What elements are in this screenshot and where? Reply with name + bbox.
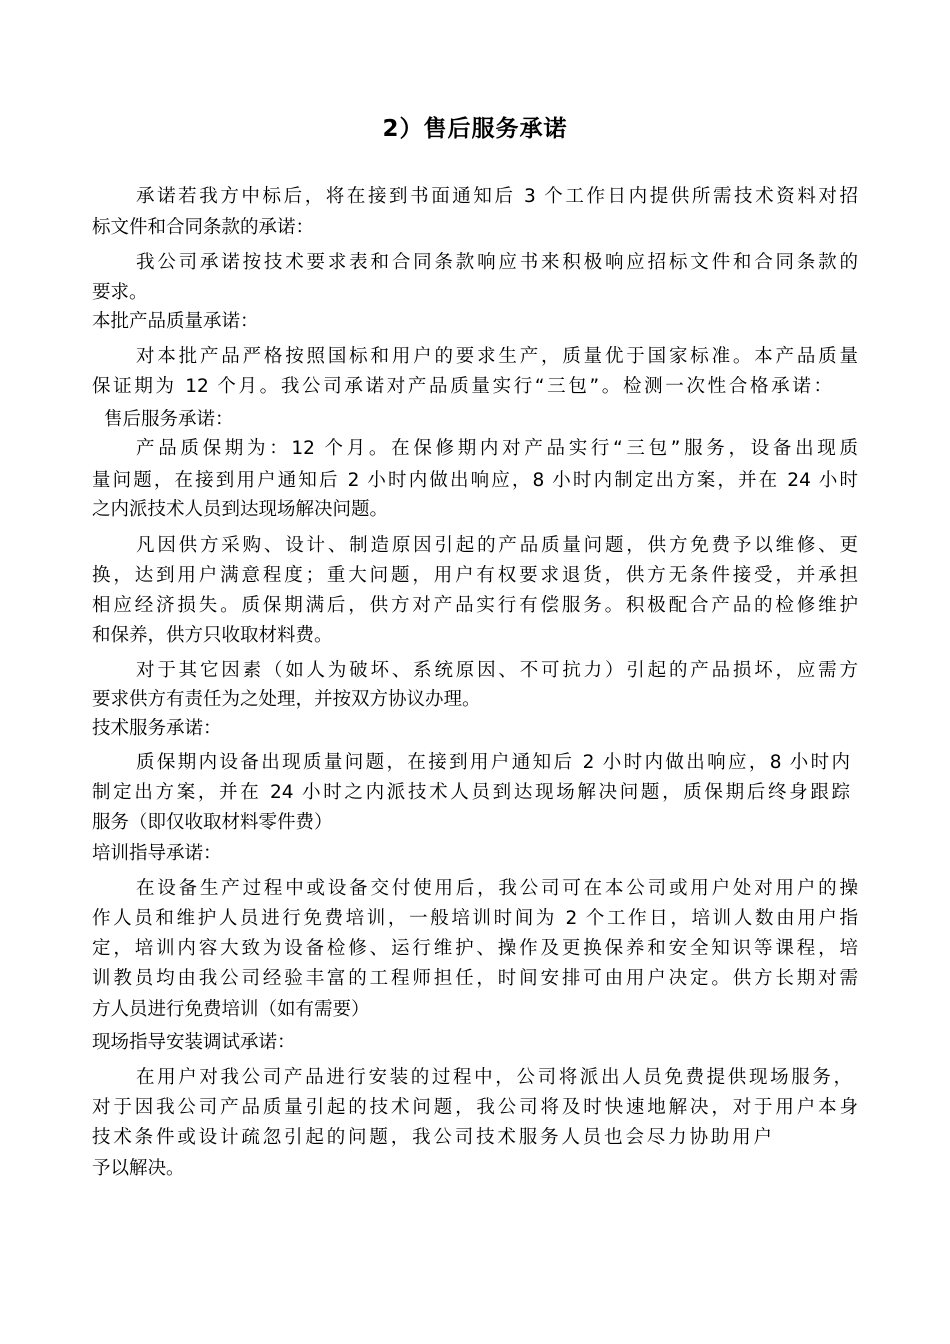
- paragraph-line: 服务（即仅收取材料零件费）: [92, 812, 333, 833]
- paragraph-line: 相应经济损失。质保期满后，供方对产品实行有偿服务。积极配合产品的检修维护: [92, 595, 858, 616]
- paragraph-line: 质保期内设备出现质量问题，在接到用户通知后 2 小时内做出响应，8 小时内: [136, 752, 850, 773]
- paragraph-line: 凡因供方采购、设计、制造原因引起的产品质量问题，供方免费予以维修、更: [136, 535, 858, 556]
- paragraph-line: 对本批产品严格按照国标和用户的要求生产，质量优于国家标准。本产品质量: [136, 346, 858, 367]
- paragraph-line: 量问题，在接到用户通知后 2 小时内做出响应，8 小时内制定出方案，并在 24 小时: [92, 470, 858, 491]
- paragraph-line: 要求供方有责任为之处理，并按双方协议办理。: [92, 689, 481, 710]
- section-heading: 培训指导承诺：: [92, 843, 222, 864]
- paragraph-line: 我公司承诺按技术要求表和合同条款响应书来积极响应招标文件和合同条款的: [136, 252, 858, 273]
- document-title: 2）售后服务承诺: [382, 116, 568, 142]
- paragraph-line: 换，达到用户满意程度；重大问题，用户有权要求退货，供方无条件接受，并承担: [92, 565, 858, 586]
- paragraph-line: 方人员进行免费培训（如有需要）: [92, 999, 370, 1020]
- paragraph-line: 作人员和维护人员进行免费培训，一般培训时间为 2 个工作日，培训人数由用户指: [92, 908, 858, 929]
- section-heading: 技术服务承诺：: [92, 718, 222, 739]
- paragraph-line: 制定出方案，并在 24 小时之内派技术人员到达现场解决问题，质保期后终身跟踪: [92, 782, 850, 803]
- section-heading: 售后服务承诺：: [104, 409, 234, 430]
- paragraph-line: 保证期为 12 个月。我公司承诺对产品质量实行“三包”。检测一次性合格承诺：: [92, 376, 832, 397]
- section-heading: 现场指导安装调试承诺：: [92, 1032, 296, 1053]
- paragraph-line: 在设备生产过程中或设备交付使用后，我公司可在本公司或用户处对用户的操: [136, 878, 858, 899]
- paragraph-line: 训教员均由我公司经验丰富的工程师担任，时间安排可由用户决定。供方长期对需: [92, 968, 858, 989]
- paragraph-line: 予以解决。: [92, 1158, 185, 1179]
- paragraph-line: 和保养，供方只收取材料费。: [92, 625, 333, 646]
- section-heading: 本批产品质量承诺：: [92, 311, 259, 332]
- paragraph-line: 对于其它因素（如人为破坏、系统原因、不可抗力）引起的产品损坏，应需方: [136, 660, 858, 681]
- paragraph-line: 产品质保期为：12 个月。在保修期内对产品实行“三包”服务，设备出现质: [136, 438, 858, 459]
- paragraph-line: 定，培训内容大致为设备检修、运行维护、操作及更换保养和安全知识等课程，培: [92, 938, 858, 959]
- paragraph-line: 要求。: [92, 282, 148, 303]
- paragraph-line: 之内派技术人员到达现场解决问题。: [92, 499, 389, 520]
- paragraph-line: 标文件和合同条款的承诺：: [92, 217, 315, 238]
- paragraph-line: 承诺若我方中标后，将在接到书面通知后 3 个工作日内提供所需技术资料对招: [136, 186, 858, 207]
- paragraph-line: 技术条件或设计疏忽引起的问题，我公司技术服务人员也会尽力协助用户: [92, 1127, 772, 1148]
- paragraph-line: 对于因我公司产品质量引起的技术问题，我公司将及时快速地解决，对于用户本身: [92, 1097, 858, 1118]
- paragraph-line: 在用户对我公司产品进行安装的过程中，公司将派出人员免费提供现场服务，: [136, 1067, 852, 1088]
